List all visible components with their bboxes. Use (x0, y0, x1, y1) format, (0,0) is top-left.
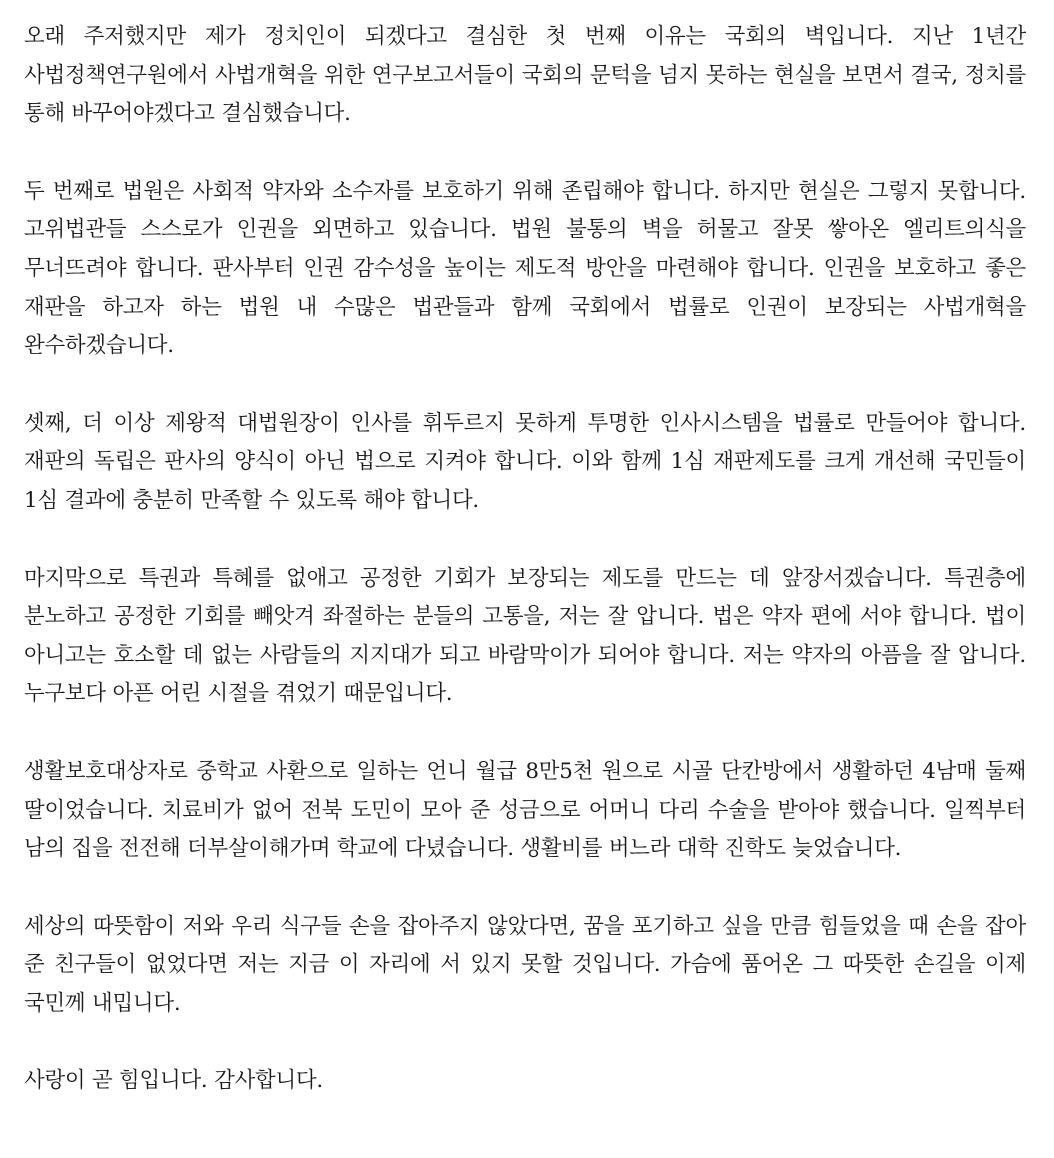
paragraph-closing: 사랑이 곧 힘입니다. 감사합니다. (24, 1068, 324, 1094)
paragraph-childhood: 생활보호대상자로 중학교 사환으로 일하는 언니 월급 8만5천 원으로 시골 단칸방에서 생활하던 4남매 둘째 딸이었습니다. 치료비가 없어 전북 도민이 모아 준 성금으로 어머니 다리 수술을 받아야 했습니다. 일찍부터 남의 집을 전전해 더부살이해가며 학교에 다녔습니다. 생활비를 버느라 대학 진학도 늦었습니다. (24, 758, 1026, 862)
paragraph-last-reason: 마지막으로 특권과 특혜를 없애고 공정한 기회가 보장되는 제도를 만드는 데 앞장서겠습니다. 특권층에 분노하고 공정한 기회를 빼앗겨 좌절하는 분들의 고통을, 저는 잘 압니다. 법은 약자 편에 서야 합니다. 법이 아니고는 호소할 데 없는 사람들의 지지대가 되고 바람막이가 되어야 합니다. 저는 약자의 아픔을 잘 압니다. 누구보다 아픈 어린 시절을 겪었기 때문입니다. (24, 565, 1026, 707)
paragraph-warmth: 세상의 따뜻함이 저와 우리 식구들 손을 잡아주지 않았다면, 꿈을 포기하고 싶을 만큼 힘들었을 때 손을 잡아 준 친구들이 없었다면 저는 지금 이 자리에 서 있지 못할 것입니다. 가슴에 품어온 그 따뜻한 손길을 이제 국민께 내밉니다. (24, 913, 1026, 1016)
paragraph-first-reason: 오래 주저했지만 제가 정치인이 되겠다고 결심한 첫 번째 이유는 국회의 벽입니다. 지난 1년간 사법정책연구원에서 사법개혁을 위한 연구보고서들이 국회의 문턱을 넘지 못하는 현실을 보면서 결국, 정치를 통해 바꾸어야겠다고 결심했습니다. (24, 24, 1026, 127)
document-body (24, 18, 1026, 1101)
paragraph-third-reason: 셋째, 더 이상 제왕적 대법원장이 인사를 휘두르지 못하게 투명한 인사시스템을 법률로 만들어야 합니다. 재판의 독립은 판사의 양식이 아닌 법으로 지켜야 합니다. 이와 함께 1심 재판제도를 크게 개선해 국민들이 1심 결과에 충분히 만족할 수 있도록 해야 합니다. (24, 410, 1026, 513)
paragraph-second-reason: 두 번째로 법원은 사회적 약자와 소수자를 보호하기 위해 존립해야 합니다. 하지만 현실은 그렇지 못합니다. 고위법관들 스스로가 인권을 외면하고 있습니다. 법원 불통의 벽을 허물고 잘못 쌓아온 엘리트의식을 무너뜨려야 합니다. 판사부터 인권 감수성을 높이는 제도적 방안을 마련해야 합니다. 인권을 보호하고 좋은 재판을 하고자 하는 법원 내 수많은 법관들과 함께 국회에서 법률로 인권이 보장되는 사법개혁을 완수하겠습니다. (24, 178, 1026, 359)
